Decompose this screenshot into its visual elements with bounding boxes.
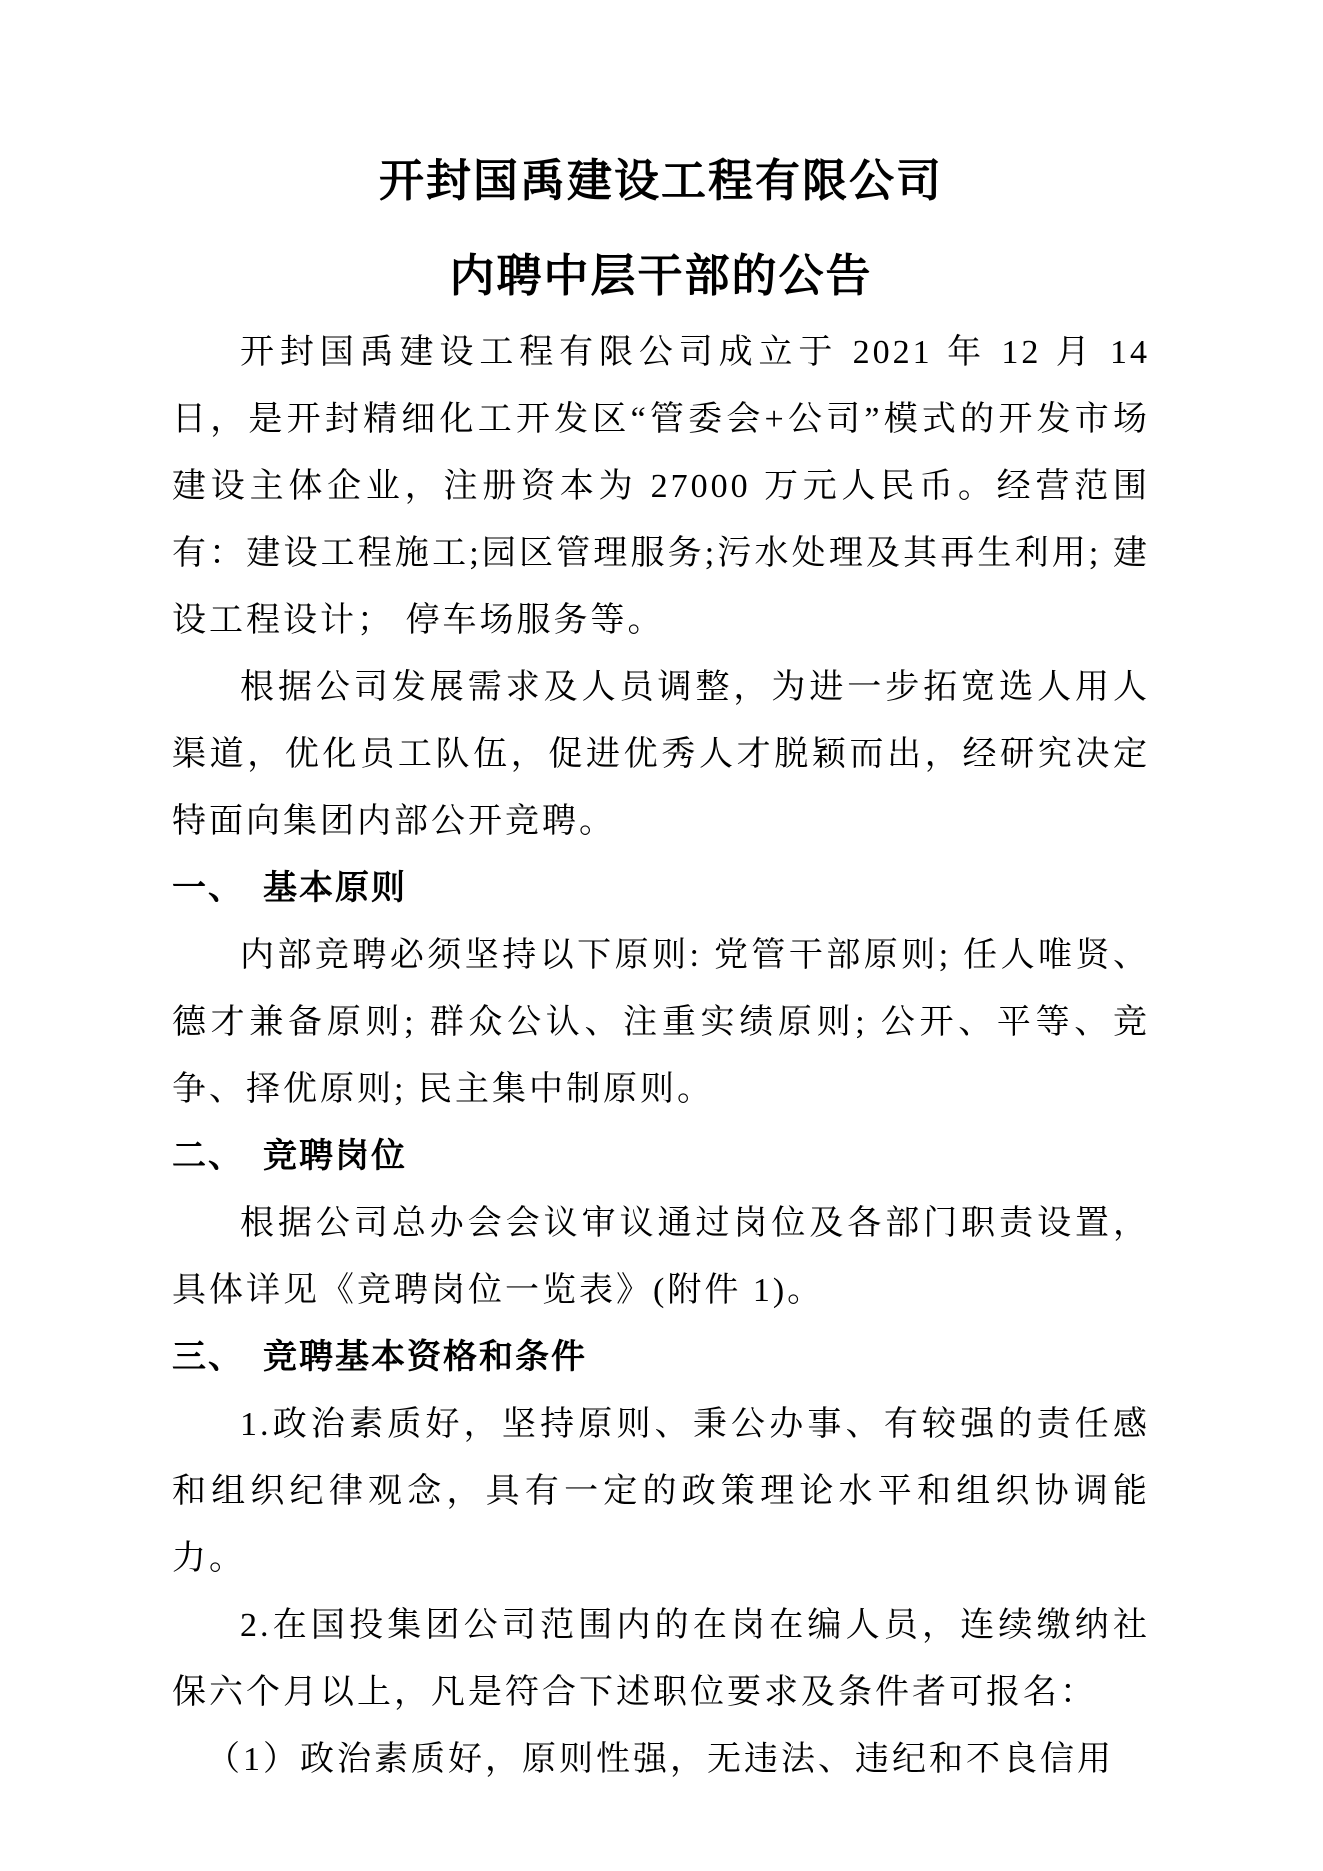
- document-title-line1: 开封国禹建设工程有限公司: [378, 156, 943, 206]
- document-title-line2: 内聘中层干部的公告: [449, 251, 873, 301]
- section1-paragraph: 内部竞聘必须坚持以下原则: 党管干部原则; 任人唯贤、德才兼备原则; 群众公认、注重实绩原则; 公开、平等、竞争、择优原则; 民主集中制原则。: [172, 937, 1150, 1108]
- section1-heading: 一、 基本原则: [172, 869, 407, 907]
- section3-condition-1: 1.政治素质好，坚持原则、秉公办事、有较强的责任感和组织纪律观念，具有一定的政策理论水平和组织协调能力。: [172, 1406, 1150, 1577]
- intro-paragraph-1: 开封国禹建设工程有限公司成立于 2021 年 12 月 14 日，是开封精细化工开发区“管委会+公司”模式的开发市场建设主体企业，注册资本为 27000 万元人民币。经营范围有：建设工程施工;园区管理服务;污水处理及其再生利用; 建设工程设计； 停车场服务等。: [172, 334, 1150, 639]
- section3-heading: 三、 竞聘基本资格和条件: [172, 1338, 587, 1376]
- section3-condition-2-sub-1: （1）政治素质好，原则性强，无违法、违纪和不良信用: [206, 1741, 1114, 1778]
- intro-paragraph-2: 根据公司发展需求及人员调整，为进一步拓宽选人用人渠道，优化员工队伍，促进优秀人才脱颖而出，经研究决定特面向集团内部公开竞聘。: [172, 669, 1150, 840]
- section3-condition-2: 2.在国投集团公司范围内的在岗在编人员，连续缴纳社保六个月以上，凡是符合下述职位要求及条件者可报名：: [172, 1607, 1150, 1711]
- document-body: [172, 319, 1150, 1793]
- section2-heading: 二、 竞聘岗位: [172, 1137, 407, 1175]
- section2-paragraph: 根据公司总办会会议审议通过岗位及各部门职责设置，具体详见《竞聘岗位一览表》(附件 1)。: [172, 1205, 1150, 1309]
